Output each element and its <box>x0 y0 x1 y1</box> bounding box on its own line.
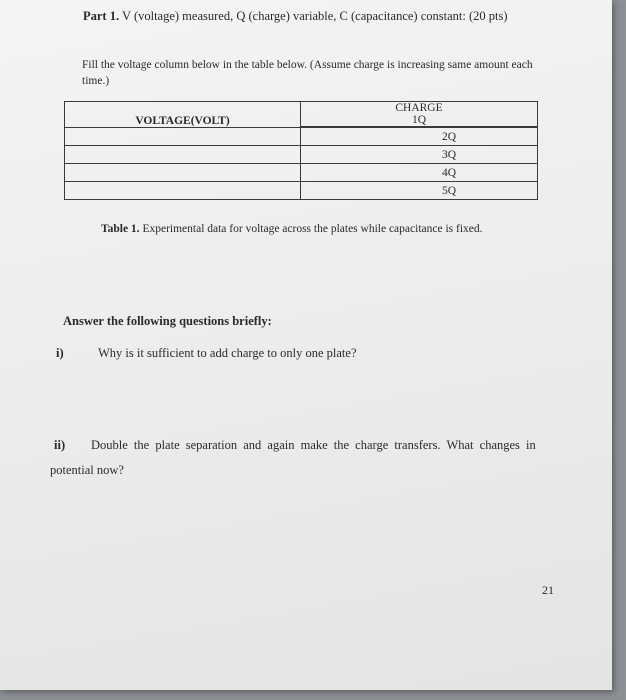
voltage-input-cell[interactable] <box>65 146 301 164</box>
voltage-header: VOLTAGE(VOLT) <box>135 115 230 127</box>
table-row <box>65 128 538 146</box>
charge-header: CHARGE <box>395 102 443 114</box>
question-text-continued: potential now? <box>50 463 124 477</box>
charge-value: 3Q <box>301 146 538 164</box>
question-text: Double the plate separation and again make the charge transfers. What changes in <box>91 438 536 452</box>
part-label: Part 1. <box>83 9 120 23</box>
instruction-text: Fill the voltage column below in the table below. (Assume charge is increasing same amount each time.) <box>82 59 533 87</box>
voltage-input-cell[interactable] <box>65 128 301 146</box>
charge-value: 5Q <box>301 182 538 200</box>
caption-label: Table 1. <box>101 223 140 235</box>
charge-header-cell <box>301 102 538 127</box>
voltage-input-cell[interactable] <box>65 182 301 200</box>
table-row <box>65 182 538 200</box>
voltage-charge-table <box>64 101 538 200</box>
charge-value: 4Q <box>301 164 538 182</box>
questions-header: Answer the following questions briefly: <box>63 314 272 328</box>
voltage-input-cell[interactable] <box>65 164 301 182</box>
voltage-header-cell <box>65 102 301 128</box>
question-number: i) <box>56 346 64 360</box>
part-title <box>83 9 508 24</box>
question-text: Why is it sufficient to add charge to only one plate? <box>98 346 357 360</box>
caption-text: Experimental data for voltage across the plates while capacitance is fixed. <box>142 223 483 235</box>
table-header-row <box>65 102 538 127</box>
table-row <box>65 164 538 182</box>
page-number: 21 <box>542 583 554 597</box>
table-row <box>65 146 538 164</box>
charge-value: 1Q <box>411 114 427 126</box>
question-number: ii) <box>54 438 66 452</box>
table-caption <box>101 223 483 235</box>
part-description: V (voltage) measured, Q (charge) variable, C (capacitance) constant: (20 pts) <box>122 9 508 23</box>
charge-value: 2Q <box>301 128 538 146</box>
